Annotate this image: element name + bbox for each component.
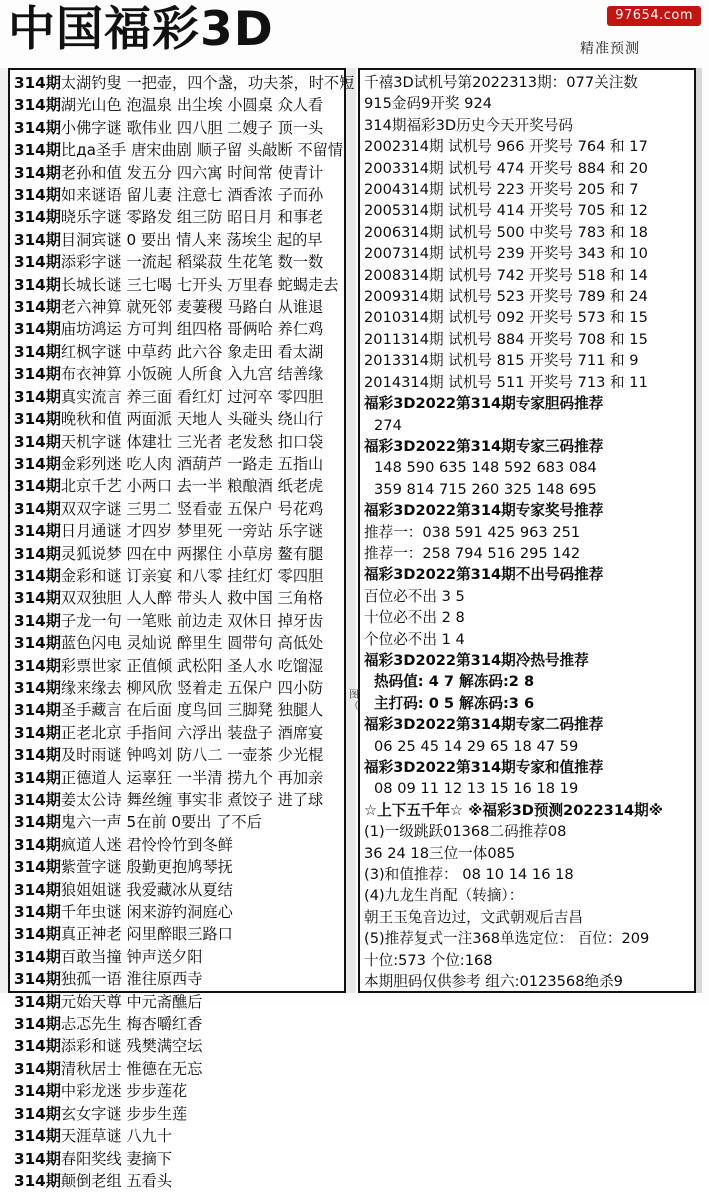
verse-text: 天涯草谜 八九十 (60, 1127, 173, 1146)
prize-row: 推荐一：038 591 425 963 251 (364, 523, 581, 541)
verse-line (14, 117, 342, 139)
history-row: 2006314期 试机号 500 中奖号 783 和 18 (364, 223, 648, 241)
verse-line (14, 610, 342, 632)
verse-line (14, 811, 342, 833)
verse-issue: 314期 (14, 880, 61, 899)
verse-text: 湖光山色 泡温泉 出尘埃 小圆桌 众人看 (60, 96, 324, 115)
verse-issue: 314期 (14, 342, 61, 361)
test-number-header-2: 915金码9开奖 924 (364, 95, 493, 113)
exclude-title: 福彩3D2022第314期不出号码推荐 (364, 566, 604, 584)
verse-text: 目洞宾谜 0 要出 情人来 荡埃尘 起的早 (60, 230, 323, 249)
verse-line (14, 946, 342, 968)
verse-line (14, 318, 342, 340)
verse-line (14, 386, 342, 408)
verse-issue: 314期 (14, 387, 61, 406)
verse-text: 庙坊鸿运 方可判 组四格 哥俩哈 养仁鸡 (60, 320, 324, 339)
verse-line (14, 1148, 342, 1170)
verse-issue: 314期 (14, 634, 61, 653)
verse-text: 比да圣手 唐宋曲剧 顺子留 头敲断 不留情 (60, 141, 344, 160)
verse-text: 中彩龙迷 步步莲花 (60, 1082, 188, 1101)
verse-issue: 314期 (14, 365, 61, 384)
verse-line (14, 879, 342, 901)
verse-text: 双双字谜 三男二 竖看壶 五保户 号花鸡 (60, 499, 324, 518)
verse-text: 布衣神算 小饭碗 人所食 入九宫 结善缘 (60, 365, 324, 384)
verse-line (14, 72, 355, 94)
history-row: 2004314期 试机号 223 开奖号 205 和 7 (364, 181, 639, 199)
three-code-row: 148 590 635 148 592 683 084 (374, 459, 597, 477)
hot-cold-title: 福彩3D2022第314期冷热号推荐 (364, 651, 589, 669)
verse-line (14, 94, 342, 116)
forecast-row: 36 24 18三位一体085 (364, 844, 516, 862)
verse-issue: 314期 (14, 1037, 61, 1056)
verse-text: 子龙一句 一笔账 前边走 双休日 掉牙齿 (60, 611, 324, 630)
verse-issue: 314期 (14, 925, 61, 944)
verse-line (14, 744, 342, 766)
verse-issue: 314期 (14, 701, 61, 720)
verse-text: 疯道人迷 君怜怜竹到冬鲜 (60, 835, 233, 854)
verse-text: 真实流言 养三面 看红灯 过河卒 零四胆 (60, 387, 324, 406)
verse-issue: 314期 (14, 1149, 61, 1168)
verse-line (14, 699, 342, 721)
verse-text: 晚秋和值 两面派 天地人 头碰头 绕山行 (60, 410, 324, 429)
verse-text: 清秋居士 惟德在无忘 (60, 1059, 203, 1078)
verse-text: 红枫字谜 中草药 此六谷 象走田 看太湖 (60, 342, 324, 361)
masthead-subtitle: 精准预测 (580, 41, 640, 57)
forecast-row: 十位:573 个位:168 (364, 951, 493, 969)
verse-text: 缘来缘去 柳风欣 竖着走 五保户 四小防 (60, 678, 324, 697)
verse-text: 元始天尊 中元斋醮后 (60, 992, 203, 1011)
history-row: 2010314期 试机号 092 开奖号 573 和 15 (364, 309, 648, 327)
verse-line (14, 632, 342, 654)
sum-row: 08 09 11 12 13 15 16 18 19 (374, 780, 579, 798)
verse-issue: 314期 (14, 298, 61, 317)
center-gutter (346, 68, 356, 993)
verse-issue: 314期 (14, 1171, 61, 1190)
history-row: 2007314期 试机号 239 开奖号 343 和 10 (364, 245, 648, 263)
verse-text: 真正神老 闷里醉眼三路口 (60, 925, 233, 944)
verse-line (14, 408, 342, 430)
verse-text: 添彩字谜 一流起 稻粱菽 生花笔 数一数 (60, 253, 324, 272)
verse-line (14, 251, 342, 273)
watermark-badge: 97654.com (607, 6, 701, 26)
test-number-header: 千禧3D试机号第2022313期：077关注数 (364, 74, 638, 91)
verse-issue: 314期 (14, 768, 61, 787)
verse-issue: 314期 (14, 835, 61, 854)
footer-note: 本期胆码仅供参考 组六:0123568绝杀9 (364, 973, 623, 991)
prize-row: 推荐一：258 794 516 295 142 (364, 544, 581, 562)
verse-issue: 314期 (14, 656, 61, 675)
dan-value: 274 (374, 416, 402, 434)
verse-line (14, 856, 342, 878)
verse-issue: 314期 (14, 208, 61, 227)
history-row: 2011314期 试机号 884 开奖号 708 和 15 (364, 330, 648, 348)
verse-issue: 314期 (14, 858, 61, 877)
exclude-row: 十位必不出 2 8 (364, 609, 465, 627)
verse-issue: 314期 (14, 791, 61, 809)
verse-line (14, 162, 342, 184)
history-row: 2008314期 试机号 742 开奖号 518 和 14 (364, 266, 648, 284)
verse-issue: 314期 (14, 947, 61, 966)
verse-text: 紫萱字谜 殷勤更抱鸠琴抚 (60, 858, 233, 877)
verse-line (14, 431, 342, 453)
verse-text: 正老北京 手指间 六浮出 装盘子 酒席宴 (60, 723, 324, 742)
verse-line (14, 184, 342, 206)
verse-text: 忐忑先生 梅杏嚼红香 (60, 1015, 203, 1034)
masthead (8, 2, 568, 60)
verse-text: 及时雨谜 钟鸣刘 防八二 一壶茶 少光棍 (60, 746, 324, 765)
verse-issue: 314期 (14, 96, 61, 115)
verse-issue: 314期 (14, 566, 61, 585)
verse-issue: 314期 (14, 320, 61, 339)
verse-line (14, 543, 342, 565)
forecast-title: ☆上下五千年☆ ※福彩3D预测2022314期※ (364, 801, 663, 819)
verse-text: 双双独胆 人人醉 带头人 救中国 三角格 (60, 589, 324, 608)
verse-issue: 314期 (14, 589, 61, 608)
verse-issue: 314期 (14, 544, 61, 563)
exclude-row: 个位必不出 1 4 (364, 630, 465, 648)
verse-text: 北京千艺 小两口 去一半 粮酿酒 纸老虎 (60, 477, 324, 496)
verse-issue: 314期 (14, 1082, 61, 1101)
verse-text: 千年虫谜 闲来游钓洞庭心 (60, 903, 233, 922)
verse-text: 颠倒老组 五看头 (60, 1171, 173, 1190)
history-row: 2002314期 试机号 966 开奖号 764 和 17 (364, 138, 648, 156)
verse-line (14, 453, 342, 475)
verse-line (14, 655, 342, 677)
hot-cold-row: 主打码: 0 5 解冻码:3 6 (374, 694, 535, 712)
verse-issue: 314期 (14, 253, 61, 272)
verse-issue: 314期 (14, 1127, 61, 1146)
verse-text: 独孤一语 淮往原西寺 (60, 970, 203, 989)
verse-line (14, 1103, 342, 1125)
verse-text: 圣手藏言 在后面 度鸟回 三脚凳 独腿人 (60, 701, 324, 720)
two-code-row: 06 25 45 14 29 65 18 47 59 (374, 737, 579, 755)
verse-line (14, 274, 342, 296)
verse-issue: 314期 (14, 74, 61, 92)
verse-line (14, 498, 342, 520)
history-row: 2003314期 试机号 474 开奖号 884 和 20 (364, 159, 648, 177)
data-panel (358, 68, 696, 993)
verse-text: 姜太公诗 舞丝缠 事实非 煮饺子 进了球 (60, 791, 324, 809)
verse-issue: 314期 (14, 522, 61, 541)
verse-line (14, 520, 342, 542)
verse-issue: 314期 (14, 903, 61, 922)
verse-issue: 314期 (14, 813, 61, 832)
verse-text: 春阳奖线 妻摘下 (60, 1149, 173, 1168)
verse-line (14, 1080, 342, 1102)
verse-line (14, 968, 342, 990)
verse-issue: 314期 (14, 454, 61, 473)
verse-text: 灵狐说梦 四在中 两摞住 小草房 鳌有腿 (60, 544, 324, 563)
forecast-row: (5)推荐复式一注368单选定位： 百位：209 (364, 930, 650, 948)
verse-text: 玄女字谜 步步生莲 (60, 1104, 188, 1123)
verse-line (14, 296, 342, 318)
verse-line (14, 923, 342, 945)
verse-issue: 314期 (14, 1104, 61, 1123)
verse-issue: 314期 (14, 118, 61, 137)
verse-issue: 314期 (14, 1059, 61, 1078)
verse-text: 小佛字谜 歌伟业 四八胆 二嫂子 顶一头 (60, 118, 324, 137)
verse-line (14, 206, 342, 228)
history-title: 314期福彩3D历史今天开奖号码 (364, 116, 573, 134)
page-title: 中国福彩3D (8, 2, 274, 57)
verse-line (14, 767, 342, 789)
verse-line (14, 587, 342, 609)
verse-line (14, 722, 342, 744)
verse-issue: 314期 (14, 723, 61, 742)
verse-issue: 314期 (14, 410, 61, 429)
verse-text: 添彩和谜 残樊满空坛 (60, 1037, 203, 1056)
forecast-row: 朝王玉兔音边过，文武朝观后吉昌 (364, 908, 583, 926)
history-row: 2009314期 试机号 523 开奖号 789 和 24 (364, 288, 648, 306)
verse-line (14, 677, 342, 699)
verse-line (14, 1125, 342, 1147)
two-code-title: 福彩3D2022第314期专家二码推荐 (364, 716, 604, 734)
verse-line (14, 991, 342, 1013)
left-gutter (0, 68, 8, 993)
verse-issue: 314期 (14, 499, 61, 518)
verse-line (14, 901, 342, 923)
verse-text: 狼姐姐谜 我爱藏冰从夏结 (60, 880, 233, 899)
verse-text: 蓝色闪电 灵灿说 醉里生 圆带句 高低处 (60, 634, 324, 653)
verse-issue: 314期 (14, 141, 61, 160)
history-row: 2014314期 试机号 511 开奖号 713 和 11 (364, 373, 648, 391)
verse-line (14, 229, 342, 251)
verse-text: 金彩和谜 订亲宴 和八零 挂红灯 零四胆 (60, 566, 324, 585)
verse-line (14, 1013, 342, 1035)
verse-issue: 314期 (14, 275, 61, 294)
verse-issue: 314期 (14, 230, 61, 249)
forecast-row: (1)一级跳跃01368二码推荐08 (364, 823, 567, 841)
hot-cold-row: 热码值: 4 7 解冻码:2 8 (374, 673, 535, 691)
verse-text: 鬼六一声 5在前 0要出 了不后 (60, 813, 262, 832)
verse-issue: 314期 (14, 678, 61, 697)
verse-line (14, 1035, 342, 1057)
forecast-row: (4)九龙生肖配（转摘）： (364, 887, 524, 905)
exclude-row: 百位必不出 3 5 (364, 587, 465, 605)
history-row: 2013314期 试机号 815 开奖号 711 和 9 (364, 352, 639, 370)
verse-panel (8, 68, 355, 1190)
verse-issue: 314期 (14, 1015, 61, 1034)
verse-issue: 314期 (14, 432, 61, 451)
verse-line (14, 475, 342, 497)
verse-issue: 314期 (14, 611, 61, 630)
verse-text: 日月通谜 才四岁 梦里死 一旁站 乐字谜 (60, 522, 324, 541)
verse-issue: 314期 (14, 477, 61, 496)
verse-line (14, 1058, 342, 1080)
verse-text: 晓乐字谜 零路发 组三防 昭日月 和事老 (60, 208, 324, 227)
verse-text: 长城长谜 三七喝 七开头 万里春 蛇蝎走去 (60, 275, 339, 294)
verse-text: 彩票世家 正值倾 武松阳 圣人水 吃馏湿 (60, 656, 324, 675)
verse-line (14, 139, 342, 161)
verse-line (14, 1170, 342, 1192)
verse-text: 正德道人 运辜狂 一半清 捞九个 再加亲 (60, 768, 324, 787)
prize-title: 福彩3D2022第314期专家奖号推荐 (364, 502, 604, 520)
dan-title: 福彩3D2022第314期专家胆码推荐 (364, 395, 604, 413)
history-row: 2005314期 试机号 414 开奖号 705 和 12 (364, 202, 648, 220)
verse-text: 金彩列迷 吃人肉 酒葫芦 一路走 五指山 (60, 454, 324, 473)
verse-issue: 314期 (14, 746, 61, 765)
verse-text: 太湖钓叟 一把壶，四个盏，功夫茶，时不短 (60, 74, 355, 92)
verse-line (14, 363, 342, 385)
three-code-row: 359 814 715 260 325 148 695 (374, 480, 597, 498)
verse-line (14, 834, 342, 856)
verse-text: 如来谜语 留儿妻 注意七 酒香浓 子而孙 (60, 186, 324, 205)
verse-issue: 314期 (14, 163, 61, 182)
sum-title: 福彩3D2022第314期专家和值推荐 (364, 759, 604, 776)
three-code-title: 福彩3D2022第314期专家三码推荐 (364, 437, 604, 455)
verse-text: 老六神算 就死邻 麦萋稷 马路白 从谁退 (60, 298, 324, 317)
verse-text: 天机字谜 体建壮 三光者 老发愁 扣口袋 (60, 432, 324, 451)
verse-line (14, 565, 342, 587)
verse-issue: 314期 (14, 186, 61, 205)
side-strip-text: 图（ (349, 690, 359, 712)
verse-issue: 314期 (14, 992, 61, 1011)
verse-text: 百敢当撞 钟声送夕阳 (60, 947, 203, 966)
verse-text: 老孙和值 发五分 四六寓 时间常 使青计 (60, 163, 324, 182)
forecast-row: (3)和值推荐： 08 10 14 16 18 (364, 866, 574, 884)
verse-issue: 314期 (14, 970, 61, 989)
verse-line (14, 341, 342, 363)
verse-line (14, 789, 342, 811)
